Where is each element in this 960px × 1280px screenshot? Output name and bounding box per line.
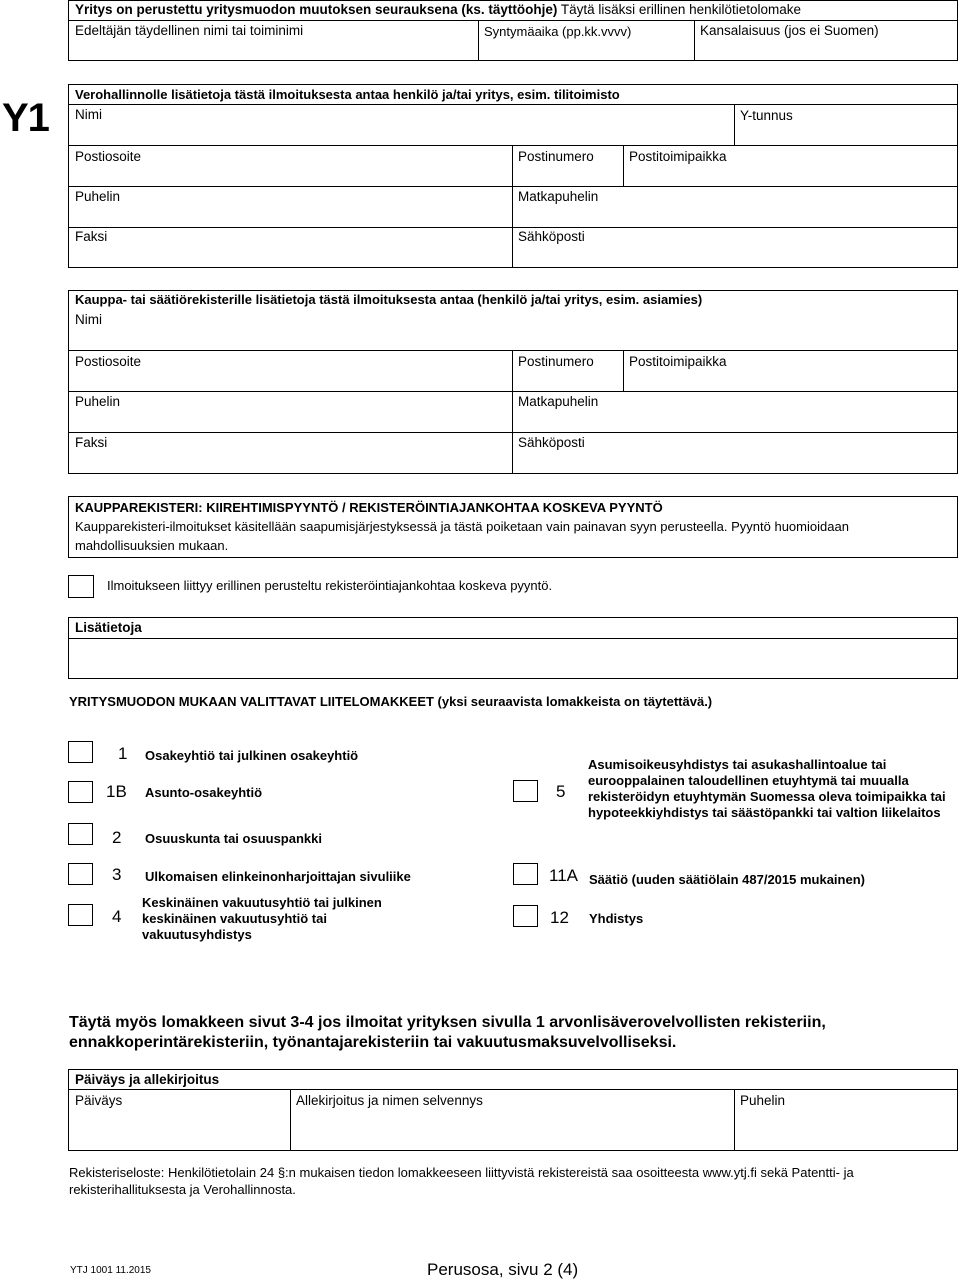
trade-fax-field[interactable] — [69, 452, 511, 473]
tax-business-id-field[interactable] — [735, 124, 957, 144]
divider — [68, 20, 958, 21]
divider — [68, 350, 958, 351]
urgent-text: Kaupparekisteri-ilmoitukset käsitellään saapumisjärjestyksessä ja tästä poiketaan vain painavan syyn perusteella. Pyyntö huomioidaan mahdollisuuksien mukaan. — [75, 519, 849, 553]
option-4-code: 4 — [112, 907, 122, 926]
form-code: YTJ 1001 11.2015 — [70, 1265, 151, 1276]
tax-postal-code-field[interactable] — [513, 166, 622, 185]
option-1-checkbox[interactable] — [68, 741, 93, 763]
additional-info-field[interactable] — [69, 639, 957, 678]
divider — [68, 227, 958, 228]
divider — [68, 432, 958, 433]
option-4-label: Keskinäinen vakuutusyhtiö tai julkinen keskinäinen vakuutusyhtiö tai vakuutusyhdistys — [142, 895, 382, 942]
tax-fax-label: Faksi — [75, 229, 108, 244]
option-5-label: Asumisoikeusyhdistys tai asukashallintoalue tai eurooppalainen taloudellinen etuyhtymä tai muualla rekisteröidyn etuyhtymän Suomessa oleva toimipaikka tai hypoteekkiyhdistys tai säästöpankki tai valtion liikelaitos — [588, 757, 946, 820]
divider — [68, 1089, 958, 1090]
option-3-checkbox[interactable] — [68, 863, 93, 885]
birth-date-field[interactable] — [479, 40, 693, 60]
signature-phone-field[interactable] — [735, 1110, 957, 1150]
tax-name-field[interactable] — [69, 124, 733, 144]
option-12-checkbox[interactable] — [513, 905, 538, 927]
option-12-label: Yhdistys — [589, 911, 644, 926]
citizenship-field[interactable] — [695, 40, 957, 60]
signature-heading: Päiväys ja allekirjoitus — [75, 1072, 220, 1087]
divider — [68, 145, 958, 146]
tax-contact-heading: Verohallinnolle lisätietoja tästä ilmoituksesta antaa henkilö ja/tai yritys, esim. tilitoimisto — [75, 87, 620, 102]
urgent-checkbox-label: Ilmoitukseen liittyy erillinen perusteltu rekisteröintiajankohtaa koskeva pyyntö. — [107, 578, 553, 593]
citizenship-label: Kansalaisuus (jos ei Suomen) — [700, 23, 879, 38]
register-notice: Rekisteriseloste: Henkilötietolain 24 §:n mukaisen tiedon lomakkeeseen liittyvistä rekistereistä saa osoitteesta www.ytj.fi sekä Patentti- ja rekisterihallituksesta ja Verohallinnosta. — [69, 1165, 854, 1197]
date-field[interactable] — [69, 1110, 289, 1150]
pages-3-4-notice: Täytä myös lomakkeen sivut 3-4 jos ilmoitat yrityksen sivulla 1 arvonlisäverovelvollisten rekisteriin, ennakkoperintärekisteriin, työnantajarekisteriin tai vakuutusmaksuvelvolliseksi. — [69, 1014, 826, 1051]
tax-email-field[interactable] — [513, 246, 957, 267]
option-12-code: 12 — [550, 908, 569, 927]
trade-phone-label: Puhelin — [75, 394, 121, 409]
section-code: Y1 — [2, 96, 49, 140]
trade-fax-label: Faksi — [75, 435, 108, 450]
trade-phone-field[interactable] — [69, 411, 511, 431]
option-11a-code: 11A — [549, 866, 578, 885]
page-title: Perusosa, sivu 2 (4) — [427, 1260, 579, 1279]
tax-fax-field[interactable] — [69, 246, 511, 267]
divider — [68, 391, 958, 392]
predecessor-name-label: Edeltäjän täydellinen nimi tai toiminimi — [75, 23, 304, 38]
signature-label: Allekirjoitus ja nimen selvennys — [296, 1093, 483, 1108]
tax-postal-code-label: Postinumero — [518, 149, 594, 164]
urgent-request-checkbox[interactable] — [68, 575, 94, 598]
option-1b-checkbox[interactable] — [68, 781, 93, 803]
option-1b-code: 1B — [106, 782, 127, 801]
divider — [68, 104, 958, 105]
option-11a-label: Säätiö (uuden säätiölain 487/2015 mukainen) — [589, 872, 865, 887]
tax-address-label: Postiosoite — [75, 149, 142, 164]
signature-field[interactable] — [291, 1110, 733, 1150]
tax-address-field[interactable] — [69, 166, 511, 185]
option-5-code: 5 — [556, 782, 566, 801]
tax-post-office-field[interactable] — [624, 166, 957, 185]
predecessor-heading-note: Täytä lisäksi erillinen henkilötietolomake — [560, 2, 801, 17]
predecessor-heading-bold: Yritys on perustettu yritysmuodon muutoksen seurauksena (ks. täyttöohje) — [75, 2, 558, 17]
date-label: Päiväys — [75, 1093, 123, 1108]
option-11a-checkbox[interactable] — [513, 863, 538, 885]
urgent-heading: KAUPPAREKISTERI: KIIREHTIMISPYYNTÖ / REKISTERÖINTIAJANKOHTAA KOSKEVA PYYNTÖ — [75, 500, 663, 515]
trade-address-field[interactable] — [69, 371, 511, 390]
option-2-label: Osuuskunta tai osuuspankki — [145, 831, 322, 846]
option-2-code: 2 — [112, 828, 122, 847]
option-1-code: 1 — [118, 744, 128, 763]
tax-mobile-field[interactable] — [513, 206, 957, 226]
option-5-checkbox[interactable] — [513, 780, 538, 802]
trade-postal-code-field[interactable] — [513, 371, 622, 390]
signature-phone-label: Puhelin — [740, 1093, 786, 1108]
option-1-label: Osakeyhtiö tai julkinen osakeyhtiö — [145, 748, 359, 763]
tax-email-label: Sähköposti — [518, 229, 585, 244]
trade-email-label: Sähköposti — [518, 435, 585, 450]
option-3-code: 3 — [112, 865, 122, 884]
trade-post-office-field[interactable] — [624, 371, 957, 390]
tax-name-label: Nimi — [75, 107, 102, 122]
trade-name-label: Nimi — [75, 312, 102, 327]
option-3-label: Ulkomaisen elinkeinonharjoittajan sivuliike — [145, 869, 411, 884]
trade-email-field[interactable] — [513, 452, 957, 473]
trade-mobile-label: Matkapuhelin — [518, 394, 599, 409]
tax-post-office-label: Postitoimipaikka — [629, 149, 727, 164]
trade-postal-code-label: Postinumero — [518, 354, 594, 369]
tax-business-id-label: Y-tunnus — [740, 108, 793, 123]
additional-info-label: Lisätietoja — [75, 620, 142, 635]
predecessor-name-field[interactable] — [69, 40, 477, 60]
option-1b-label: Asunto-osakeyhtiö — [145, 785, 263, 800]
predecessor-heading — [75, 2, 801, 17]
tax-phone-label: Puhelin — [75, 189, 121, 204]
divider — [68, 186, 958, 187]
trade-contact-heading: Kauppa- tai säätiörekisterille lisätietoja tästä ilmoituksesta antaa (henkilö ja/tai yritys, esim. asiamies) — [75, 292, 703, 307]
trade-address-label: Postiosoite — [75, 354, 142, 369]
trade-name-field[interactable] — [69, 330, 957, 349]
trade-mobile-field[interactable] — [513, 411, 957, 431]
option-2-checkbox[interactable] — [68, 823, 93, 845]
birth-date-label: Syntymäaika (pp.kk.vvvv) — [484, 24, 632, 39]
tax-mobile-label: Matkapuhelin — [518, 189, 599, 204]
attachments-heading: YRITYSMUODON MUKAAN VALITTAVAT LIITELOMAKKEET (yksi seuraavista lomakkeista on täytettävä.) — [69, 694, 713, 709]
tax-phone-field[interactable] — [69, 206, 511, 226]
trade-post-office-label: Postitoimipaikka — [629, 354, 727, 369]
option-4-checkbox[interactable] — [68, 904, 93, 926]
